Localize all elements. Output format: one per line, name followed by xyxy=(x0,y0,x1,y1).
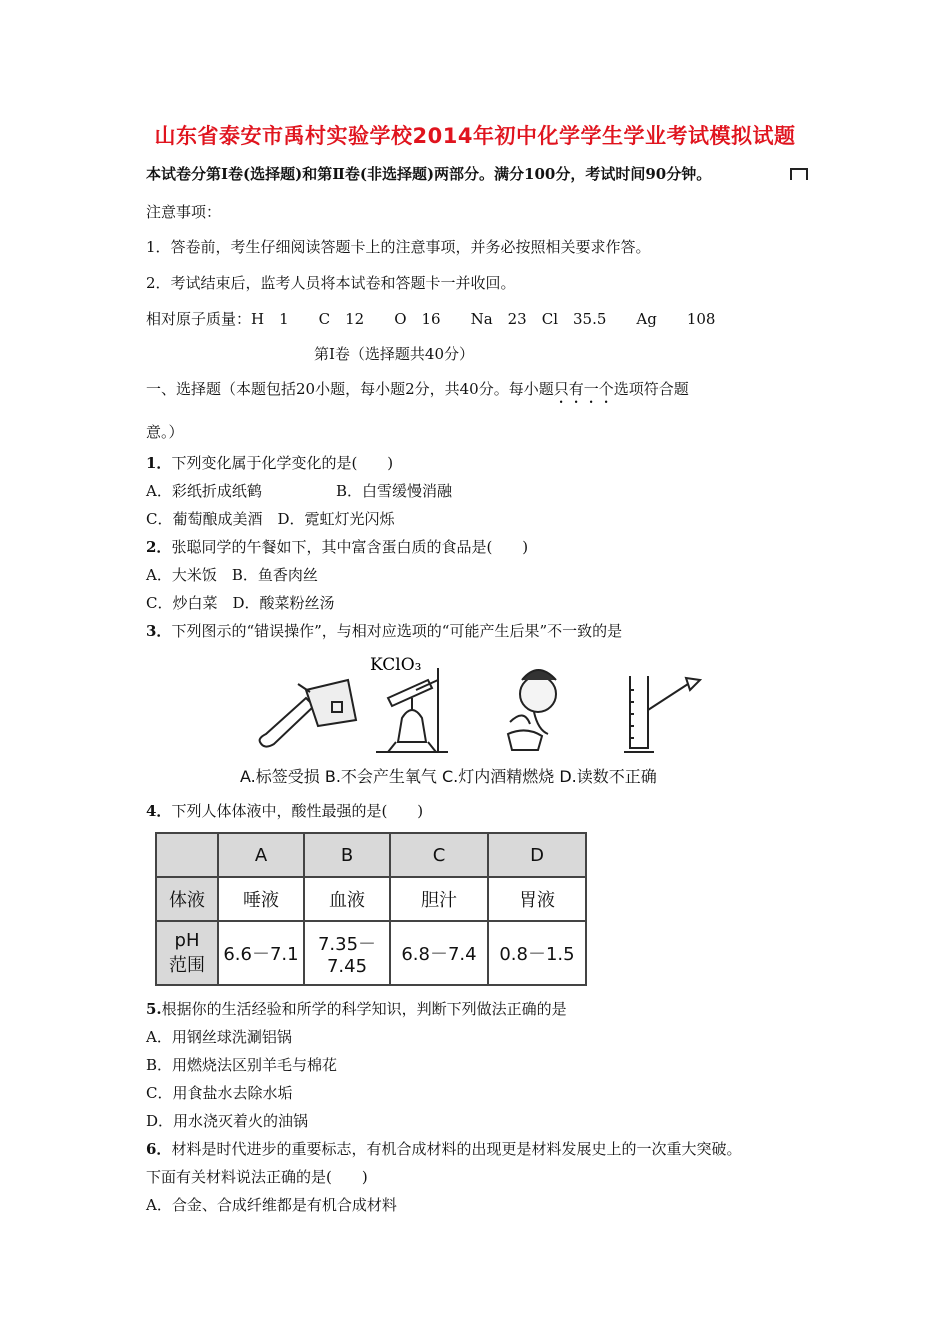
part1-heading: 第Ⅰ卷（选择题共40分） xyxy=(314,345,475,363)
q1-option-a: A．彩纸折成纸鹤 xyxy=(146,482,262,500)
table-header-cell: D xyxy=(488,833,586,877)
heating-apparatus xyxy=(376,668,448,752)
question-text: 下列人体体液中，酸性最强的是( ) xyxy=(171,802,424,820)
question-2 xyxy=(146,536,528,557)
question-3 xyxy=(146,620,622,641)
question-number: 1． xyxy=(146,454,172,472)
q2-options-cd: C．炒白菜 D．酸菜粉丝汤 xyxy=(146,594,335,612)
question-text: 材料是时代进步的重要标志，有机合成材料的出现更是材料发展史上的一次重大突破。 xyxy=(171,1140,742,1158)
table-cell: 血液 xyxy=(304,877,390,921)
row-label xyxy=(156,921,218,985)
table-header-cell: C xyxy=(390,833,488,877)
question-6 xyxy=(146,1138,741,1159)
atomic-mass-line: 相对原子质量：H 1 C 12 O 16 Na 23 Cl 35.5 Ag 108 xyxy=(146,310,716,328)
question-number: 2． xyxy=(146,538,172,556)
table-cell: 6.8－7.4 xyxy=(390,921,488,985)
question-4 xyxy=(146,800,423,821)
instruction-text-after: 选项符合题 xyxy=(613,380,689,398)
exam-intro: 本试卷分第Ⅰ卷(选择题)和第Ⅱ卷(非选择题)两部分。满分100分，考试时间90分钟。 xyxy=(146,165,712,183)
instruction-text-before: 一、选择题（本题包括20小题，每小题2分，共40分。每小题 xyxy=(146,380,554,398)
question-number: 3． xyxy=(146,622,172,640)
q1-option-b: B．白雪缓慢消融 xyxy=(336,482,453,500)
table-header-row xyxy=(156,833,586,877)
question-5 xyxy=(146,998,567,1019)
table-cell: 6.6－7.1 xyxy=(218,921,304,985)
question-1 xyxy=(146,452,393,473)
cell-line1: 7.35－ xyxy=(317,933,377,955)
question-text: 张聪同学的午餐如下，其中富含蛋白质的食品是( ) xyxy=(171,538,529,556)
row-label: 体液 xyxy=(156,877,218,921)
notes-item-2: 2．考试结束后，监考人员将本试卷和答题卡一并收回。 xyxy=(146,274,516,292)
corner-mark xyxy=(790,168,808,180)
ph-table xyxy=(155,832,587,986)
q1-options-cd: C．葡萄酿成美酒 D．霓虹灯光闪烁 xyxy=(146,510,395,528)
table-header-cell xyxy=(156,833,218,877)
row-label-line2: 范围 xyxy=(169,954,205,976)
person-blowing-lamp xyxy=(508,670,556,750)
notes-item-1: 1．答卷前，考生仔细阅读答题卡上的注意事项，并务必按照相关要求作答。 xyxy=(146,238,651,256)
measuring-cylinder xyxy=(624,676,700,752)
question-number: 5. xyxy=(146,1000,162,1018)
table-cell: 胃液 xyxy=(488,877,586,921)
q5-option-a: A．用钢丝球洗涮铝锅 xyxy=(146,1028,292,1046)
table-cell xyxy=(304,921,390,985)
notes-heading: 注意事项： xyxy=(146,203,222,221)
q5-option-c: C．用食盐水去除水垢 xyxy=(146,1084,293,1102)
q5-option-b: B．用燃烧法区别羊毛与棉花 xyxy=(146,1056,338,1074)
question-text: 下列图示的“错误操作”，与相对应选项的“可能产生后果”不一致的是 xyxy=(171,622,623,640)
kclo3-label: KClO₃ xyxy=(370,655,422,675)
table-header-cell: B xyxy=(304,833,390,877)
question-text: 根据你的生活经验和所学的科学知识，判断下列做法正确的是 xyxy=(161,1000,567,1018)
table-cell: 0.8－1.5 xyxy=(488,921,586,985)
table-row xyxy=(156,921,586,985)
part1-instruction xyxy=(146,378,689,407)
question-number: 6． xyxy=(146,1140,172,1158)
q5-option-d: D．用水浇灭着火的油锅 xyxy=(146,1112,309,1130)
table-header-cell: A xyxy=(218,833,304,877)
figure-caption: A.标签受损 B.不会产生氧气 C.灯内酒精燃烧 D.读数不正确 xyxy=(240,767,657,786)
row-label-line1: pH xyxy=(174,929,200,951)
part1-instruction-end: 意。） xyxy=(146,423,184,441)
page-title: 山东省泰安市禹村实验学校2014年初中化学学生学业考试模拟试题 xyxy=(154,124,796,148)
q2-options-ab: A．大米饭 B．鱼香肉丝 xyxy=(146,566,318,584)
question-number: 4． xyxy=(146,802,172,820)
cell-line2: 7.45 xyxy=(326,955,368,977)
table-cell: 唾液 xyxy=(218,877,304,921)
question-text: 下列变化属于化学变化的是( ) xyxy=(171,454,394,472)
table-row xyxy=(156,877,586,921)
instruction-emphasis: 只有一个 xyxy=(553,380,614,398)
table-cell: 胆汁 xyxy=(390,877,488,921)
pouring-illustration xyxy=(260,680,356,747)
q6-option-a: A．合金、合成纤维都是有机合成材料 xyxy=(146,1196,397,1214)
q6-text-line2: 下面有关材料说法正确的是( ) xyxy=(146,1168,368,1186)
